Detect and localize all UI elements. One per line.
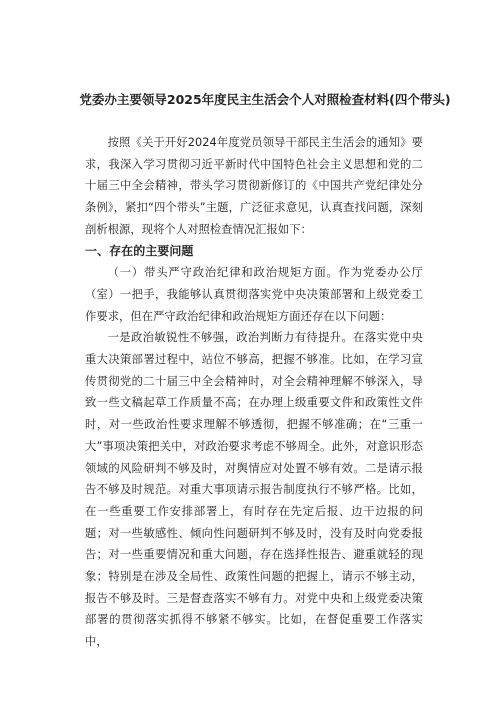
section-heading: 一、存在的主要问题 <box>85 243 194 258</box>
body-paragraph-2: 一是政治敏锐性不够强，政治判断力有待提升。在落实党中央重大决策部署过程中，站位不够高，把握不够准。比如，在学习宣传贯彻党的二十届三中全会精神时，对全会精神理解不够深入，导致一些文稿起草工作质量不高；在办理上级重要文件和政策性文件时，对一些政治性要求理解不够透彻，把握不够准确；在“三重一大”事项决策把关中，对政治要求考虑不够周全。此外，对意识形态领域的风险研判不够及时，对舆情应对处置不够有效。二是请示报告不够及时规范。对重大事项请示报告制度执行不够严格。比如，在一些重要工作安排部署上，有时存在先定后报、边干边报的问题；对一些敏感性、倾向性问题研判不够及时，没有及时向党委报告；对一些重要情况和重大问题，存在选择性报告、避重就轻的现象；特别是在涉及全局性、政策性问题的把握上，请示不够主动，报告不够及时。三是督查落实不够有力。对党中央和上级党委决策部署的贯彻落实抓得不够紧不够实。比如，在督促重要工作落实中， <box>85 331 423 649</box>
body-paragraph-1: （一）带头严守政治纪律和政治规矩方面。作为党委办公厅（室）一把手，我能够认真贯彻落实党中央决策部署和上级党委工作要求，但在严守政治纪律和政治规矩方面还存在以下问题： <box>85 266 423 323</box>
document-body <box>85 132 423 653</box>
intro-paragraph: 按照《关于开好2024年度党员领导干部民主生活会的通知》要求，我深入学习贯彻习近平新时代中国特色社会主义思想和党的二十届三中全会精神，带头学习贯彻新修订的《中国共产党纪律处分条例》，紧扣“四个带头”主题，广泛征求意见，认真查找问题，深刻剖析根源，现将个人对照检查情况汇报如下： <box>85 136 423 236</box>
document-title: 党委办主要领导2025年度民主生活会个人对照检查材料(四个带头) <box>79 92 451 107</box>
